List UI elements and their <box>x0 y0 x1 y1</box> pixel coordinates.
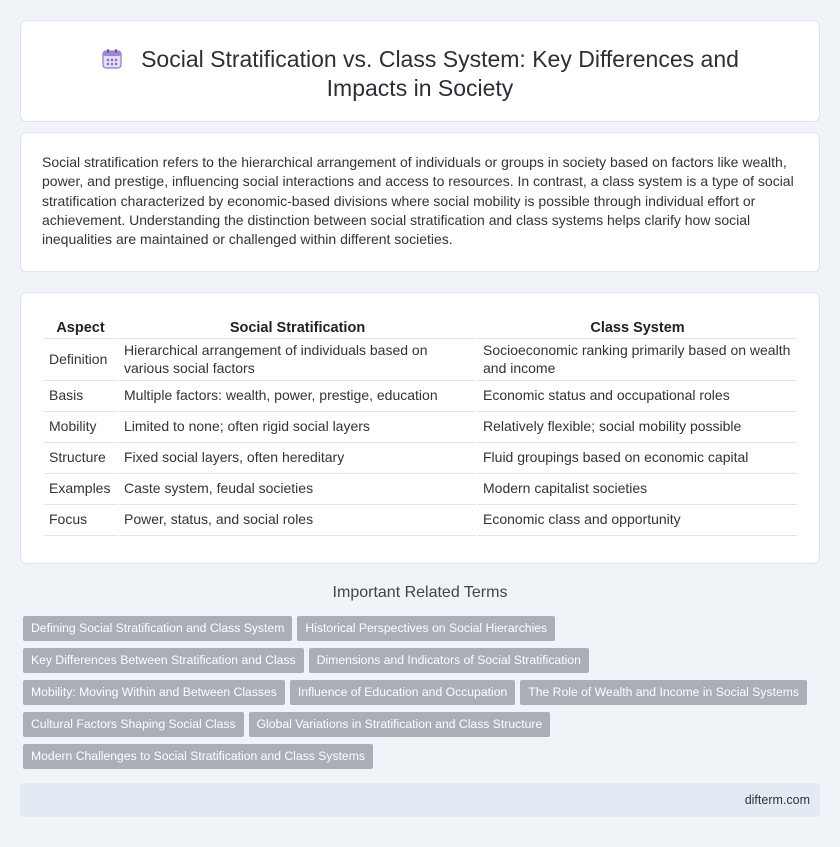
related-terms-list <box>23 616 813 776</box>
header-class-system: Class System <box>478 315 797 339</box>
stratification-cell: Power, status, and social roles <box>119 505 476 536</box>
class-cell: Fluid groupings based on economic capital <box>478 443 797 474</box>
footer <box>20 783 820 817</box>
tag-row <box>23 744 813 776</box>
intro-card <box>20 132 820 272</box>
intro-paragraph: Social stratification refers to the hierarchical arrangement of individuals or groups in society based on factors like wealth, power, and prestige, influencing social interactions and access to resources. In contrast, a class system is a type of social stratification characterized by economic-based divisions where social mobility is possible through individual effort or achievement. Understanding the distinction between social stratification and class systems helps clarify how social inequalities are maintained or challenged within different societies. <box>42 154 794 248</box>
header-aspect: Aspect <box>44 315 117 339</box>
stratification-cell: Caste system, feudal societies <box>119 474 476 505</box>
aspect-cell: Mobility <box>44 412 117 443</box>
title-card <box>20 20 820 122</box>
table-row <box>44 443 797 474</box>
comparison-table <box>42 315 799 536</box>
stratification-cell: Multiple factors: wealth, power, prestige, education <box>119 381 476 412</box>
table-row <box>44 474 797 505</box>
table-row <box>44 412 797 443</box>
tag-row <box>23 712 813 744</box>
footer-site-link[interactable]: difterm.com <box>744 793 810 807</box>
class-cell: Socioeconomic ranking primarily based on wealth and income <box>478 339 797 381</box>
aspect-cell: Definition <box>44 339 117 381</box>
related-term-tag[interactable]: Dimensions and Indicators of Social Stratification <box>309 648 589 673</box>
related-term-tag[interactable]: Defining Social Stratification and Class System <box>23 616 292 641</box>
stratification-cell: Hierarchical arrangement of individuals based on various social factors <box>119 339 476 381</box>
page-title <box>21 45 819 103</box>
calendar-icon <box>101 48 123 70</box>
related-term-tag[interactable]: Influence of Education and Occupation <box>290 680 515 705</box>
aspect-cell: Focus <box>44 505 117 536</box>
table-row <box>44 505 797 536</box>
related-term-tag[interactable]: Key Differences Between Stratification and Class <box>23 648 304 673</box>
table-header-row <box>44 315 797 339</box>
stratification-cell: Limited to none; often rigid social layers <box>119 412 476 443</box>
related-term-tag[interactable]: Historical Perspectives on Social Hierarchies <box>297 616 555 641</box>
class-cell: Economic class and opportunity <box>478 505 797 536</box>
tag-row <box>23 616 813 648</box>
related-term-tag[interactable]: Modern Challenges to Social Stratification and Class Systems <box>23 744 373 769</box>
aspect-cell: Examples <box>44 474 117 505</box>
related-term-tag[interactable]: The Role of Wealth and Income in Social Systems <box>520 680 807 705</box>
tag-row <box>23 680 813 712</box>
comparison-card <box>20 292 820 564</box>
aspect-cell: Structure <box>44 443 117 474</box>
aspect-cell: Basis <box>44 381 117 412</box>
table-row <box>44 381 797 412</box>
tag-row <box>23 648 813 680</box>
related-terms-heading: Important Related Terms <box>332 584 508 601</box>
related-term-tag[interactable]: Mobility: Moving Within and Between Classes <box>23 680 285 705</box>
header-social-stratification: Social Stratification <box>119 315 476 339</box>
class-cell: Modern capitalist societies <box>478 474 797 505</box>
page-title-text: Social Stratification vs. Class System: Key Differences and Impacts in Society <box>141 46 739 101</box>
class-cell: Economic status and occupational roles <box>478 381 797 412</box>
stratification-cell: Fixed social layers, often hereditary <box>119 443 476 474</box>
related-term-tag[interactable]: Cultural Factors Shaping Social Class <box>23 712 244 737</box>
class-cell: Relatively flexible; social mobility possible <box>478 412 797 443</box>
related-term-tag[interactable]: Global Variations in Stratification and Class Structure <box>249 712 551 737</box>
table-row <box>44 339 797 381</box>
